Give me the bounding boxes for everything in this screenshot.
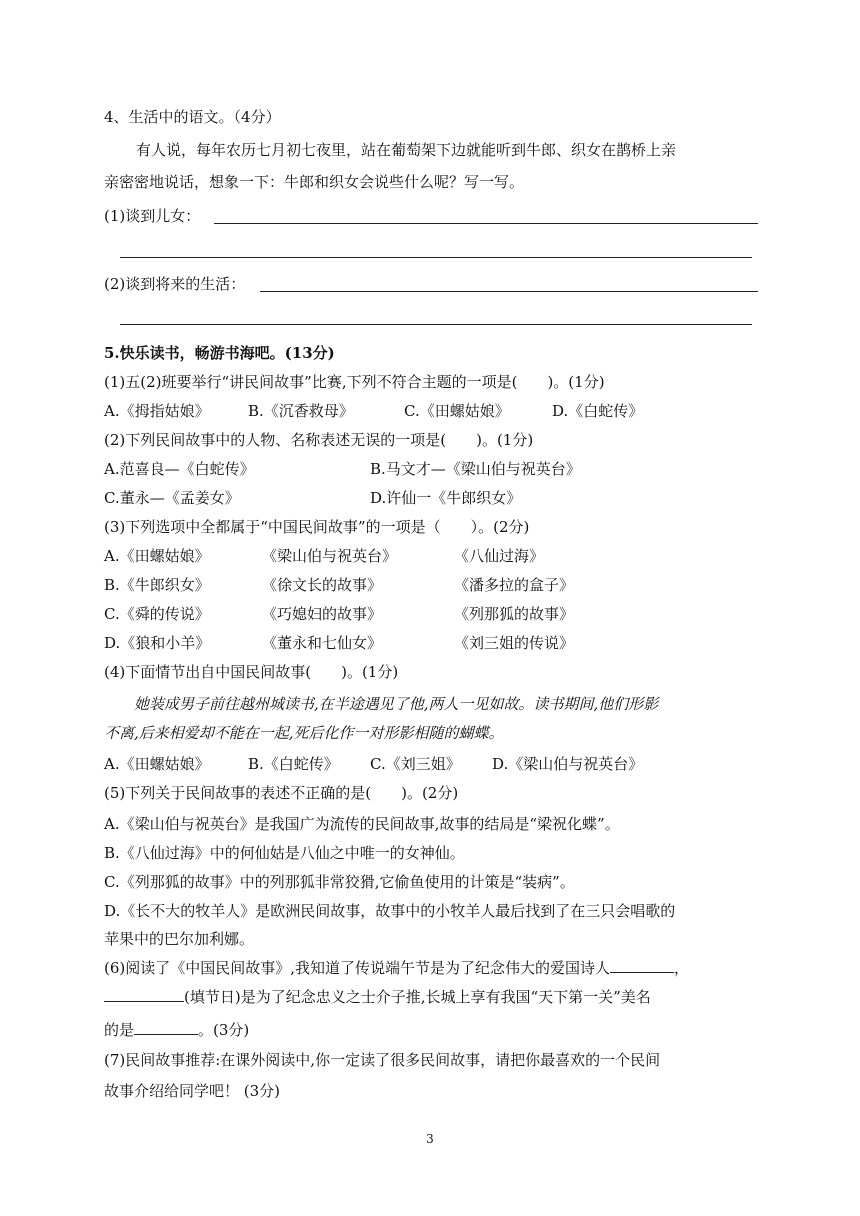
q4-answer2-label: (2)谈到将来的生活： <box>104 275 246 293</box>
q5-3-row-c-item1: C.《舜的传说》 <box>104 605 210 623</box>
q5-1-option-d: D.《白蛇传》 <box>552 402 644 420</box>
q5-6-line1: (6)阅读了《中国民间故事》,我知道了传说端午节是为了纪念伟大的爱国诗人 ， <box>104 959 690 977</box>
q5-5-option-a: A.《梁山伯与祝英台》是我国广为流传的民间故事,故事的结局是“梁祝化蝶”。 <box>104 815 620 833</box>
q5-3-question: (3)下列选项中全都属于“中国民间故事”的一项是（ ）。(2分) <box>104 518 530 536</box>
q5-3-row-d-item3: 《刘三姐的传说》 <box>454 634 575 652</box>
q5-4-passage-line1: 她装成男子前往越州城读书,在半途遇见了他,两人一见如故。读书期间,他们形影 <box>134 695 659 713</box>
q5-5-option-b: B.《八仙过海》中的何仙姑是八仙之中唯一的女神仙。 <box>104 844 465 862</box>
q5-7-line1: (7)民间故事推荐:在课外阅读中,你一定读了很多民间故事，请把你最喜欢的一个民间 <box>104 1051 661 1069</box>
q5-4-option-c: C.《刘三姐》 <box>370 755 461 773</box>
q5-title: 5.快乐读书，畅游书海吧。(13分) <box>104 344 335 362</box>
q5-3-row-a-item1: A.《田螺姑娘》 <box>104 547 210 565</box>
q4-answer1-line1[interactable] <box>214 223 758 224</box>
q5-3-row-d-item1: D.《狼和小羊》 <box>104 634 211 652</box>
q5-3-row-d-item2: 《董永和七仙女》 <box>262 634 383 652</box>
q5-6-line2: (填节日)是为了纪念忠义之士介子推,长城上享有我国“天下第一关”美名 <box>104 987 651 1007</box>
q5-3-row-c-item2: 《巧媳妇的故事》 <box>262 605 383 623</box>
q5-3-row-c-item3: 《列那狐的故事》 <box>454 605 575 623</box>
page-number: 3 <box>426 1132 434 1146</box>
q5-5-option-c: C.《列那狐的故事》中的列那狐非常狡猾,它偷鱼使用的计策是“装病”。 <box>104 873 575 891</box>
q4-answer1-label: (1)谈到儿女： <box>104 207 201 225</box>
q5-2-option-b: B.马文才—《梁山伯与祝英台》 <box>370 460 581 478</box>
q5-2-option-d: D.许仙一《牛郎织女》 <box>370 489 522 507</box>
q5-6-blank-festival[interactable] <box>104 987 184 1002</box>
q5-4-question: (4)下面情节出自中国民间故事( )。(1分) <box>104 663 399 681</box>
q5-1-option-b: B.《沉香救母》 <box>248 402 354 420</box>
q5-3-row-a-item2: 《梁山伯与祝英台》 <box>262 547 398 565</box>
q4-paragraph-line1: 有人说，每年农历七月初七夜里，站在葡萄架下边就能听到牛郎、织女在鹊桥上亲 <box>136 141 677 159</box>
q5-2-question: (2)下列民间故事中的人物、名称表述无误的一项是( )。(1分) <box>104 431 534 449</box>
q5-7-line2: 故事介绍给同学吧！ (3分) <box>104 1082 281 1100</box>
q5-5-option-d-line2: 苹果中的巴尔加利娜。 <box>104 930 255 948</box>
q4-answer2-line1[interactable] <box>260 291 758 292</box>
q4-title: 4、生活中的语文。（4分） <box>104 108 281 126</box>
q5-3-row-b-item3: 《潘多拉的盒子》 <box>454 576 575 594</box>
q5-6-line3: 的是 。(3分) <box>104 1021 250 1039</box>
q5-3-row-b-item2: 《徐文长的故事》 <box>262 576 383 594</box>
q5-2-option-c: C.董永—《孟姜女》 <box>104 489 240 507</box>
q4-paragraph-line2: 亲密密地说话，想象一下：牛郎和织女会说些什么呢？写一写。 <box>104 173 525 191</box>
q5-4-option-b: B.《白蛇传》 <box>248 755 339 773</box>
q4-answer1-line2[interactable] <box>120 257 752 258</box>
q5-4-passage-line2: 不离,后来相爱却不能在一起,死后化作一对形影相随的蝴蝶。 <box>104 724 504 742</box>
q5-1-option-c: C.《田螺姑娘》 <box>404 402 510 420</box>
q5-6-blank-poet[interactable] <box>610 958 674 973</box>
q5-6-blank-pass[interactable] <box>134 1020 198 1035</box>
q5-4-option-d: D.《梁山伯与祝英台》 <box>492 755 644 773</box>
q5-2-option-a: A.范喜良—《白蛇传》 <box>104 460 255 478</box>
q4-answer2-line2[interactable] <box>120 324 752 325</box>
q5-3-row-b-item1: B.《牛郎织女》 <box>104 576 210 594</box>
q5-1-question: (1)五(2)班要举行“讲民间故事”比赛,下列不符合主题的一项是( )。(1分) <box>104 373 605 391</box>
q5-3-row-a-item3: 《八仙过海》 <box>454 547 545 565</box>
q5-5-option-d-line1: D.《长不大的牧羊人》是欧洲民间故事，故事中的小牧羊人最后找到了在三只会唱歌的 <box>104 902 676 920</box>
q5-1-option-a: A.《拇指姑娘》 <box>104 402 210 420</box>
q5-4-option-a: A.《田螺姑娘》 <box>104 755 210 773</box>
q5-5-question: (5)下列关于民间故事的表述不正确的是( )。(2分) <box>104 784 459 802</box>
